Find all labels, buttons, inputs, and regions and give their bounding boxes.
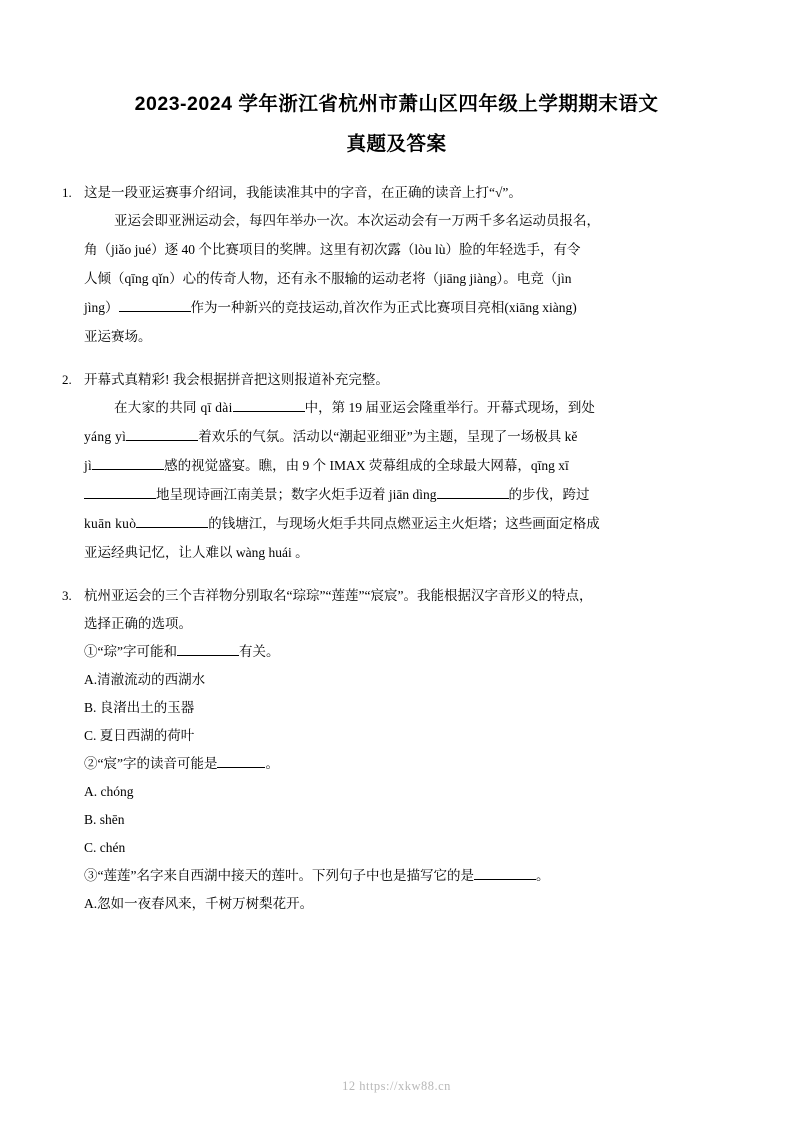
question-1-passage-line-4: [84, 293, 731, 322]
page-title: [62, 84, 731, 164]
question-2-line-4b: 的步伐，跨过: [508, 487, 590, 502]
question-2-line-1: [84, 393, 731, 422]
question-1-passage-line-4a: jìng）: [84, 300, 119, 315]
question-2-stem: 开幕式真精彩! 我会根据拼音把这则报道补充完整。: [84, 372, 389, 387]
question-2-line-3: [84, 451, 731, 480]
answer-blank[interactable]: [126, 440, 198, 441]
question-3-sub-3: [84, 862, 731, 890]
question-2-line-2a: yáng yì: [84, 429, 127, 444]
answer-blank[interactable]: [437, 498, 509, 499]
question-2-line-4a: 地呈现诗画江南美景；数字火炬手迈着 jiān dìng: [156, 487, 437, 502]
question-2-line-5a: kuān kuò: [84, 516, 137, 531]
answer-blank[interactable]: [92, 469, 164, 470]
question-3-sub-2: [84, 750, 731, 778]
question-3-option-1a[interactable]: A.清澈流动的西湖水: [84, 672, 206, 687]
answer-blank[interactable]: [474, 879, 536, 880]
question-2-line-3a: jì: [84, 458, 93, 473]
answer-blank[interactable]: [84, 498, 156, 499]
question-3-sub-1b: 有关。: [238, 644, 280, 659]
question-1-passage-line-5: 亚运赛场。: [84, 329, 152, 344]
question-3-header: [62, 583, 731, 609]
question-3-sub-2b: 。: [265, 756, 279, 771]
question-3-option-1c[interactable]: C. 夏日西湖的荷叶: [84, 728, 195, 743]
question-2-line-6: 亚运经典记忆，让人难以 wàng huái 。: [84, 545, 309, 560]
question-3-sub-1a: ①“琮”字可能和: [84, 644, 177, 659]
question-1-passage-line-4b: 作为一种新兴的竞技运动,首次作为正式比赛项目亮相(xiāng xiàng): [190, 300, 577, 315]
question-1-passage-line-2: 角（jiǎo jué）逐 40 个比赛项目的奖牌。这里有初次露（lòu lù）脸的年轻选手，有令: [84, 242, 581, 257]
answer-blank[interactable]: [119, 311, 191, 312]
answer-blank[interactable]: [136, 527, 208, 528]
question-3-option-2a[interactable]: A. chóng: [84, 784, 134, 799]
answer-blank[interactable]: [233, 411, 305, 412]
question-3-number: 3.: [62, 588, 72, 603]
question-3-sub-3a: ③“莲莲”名字来自西湖中接天的莲叶。下列句子中也是描写它的是: [84, 868, 474, 883]
question-2-line-5: [84, 509, 731, 538]
title-line-1: 2023-2024 学年浙江省杭州市萧山区四年级上学期期末语文: [134, 93, 659, 115]
question-2-line-3b: 感的视觉盛宴。瞧，由 9 个 IMAX 荧幕组成的全球最大网幕，qīng xī: [164, 458, 569, 473]
question-3: [62, 583, 731, 918]
question-1-number: 1.: [62, 185, 72, 200]
question-3-sub-2a: ②“宸”字的读音可能是: [84, 756, 218, 771]
question-1-stem: 这是一段亚运赛事介绍词，我能读准其中的字音，在正确的读音上打“√”。: [84, 185, 522, 200]
question-2-line-2b: 着欢乐的气氛。活动以“潮起亚细亚”为主题，呈现了一场极具 kě: [198, 429, 578, 444]
page-watermark: 12 https://xkw88.cn: [342, 1079, 451, 1093]
question-3-option-3a[interactable]: A.忽如一夜春风来，千树万树梨花开。: [84, 896, 314, 911]
title-line-2: 真题及答案: [346, 133, 447, 155]
question-3-option-2c[interactable]: C. chén: [84, 840, 126, 855]
answer-blank[interactable]: [217, 767, 265, 768]
question-3-stem-line-2: 选择正确的选项。: [84, 616, 192, 631]
question-2: [62, 367, 731, 567]
question-1: [62, 180, 731, 351]
question-2-line-4: [84, 480, 731, 509]
question-3-option-1b[interactable]: B. 良渚出土的玉器: [84, 700, 195, 715]
answer-blank[interactable]: [177, 655, 239, 656]
question-3-sub-1: [84, 638, 731, 666]
question-1-passage-line-1: 亚运会即亚洲运动会，每四年举办一次。本次运动会有一万两千多名运动员报名，: [114, 213, 600, 228]
question-2-line-5b: 的钱塘江，与现场火炬手共同点燃亚运主火炬塔；这些画面定格成: [208, 516, 600, 531]
question-3-sub-3b: 。: [535, 868, 550, 883]
question-1-header: [62, 180, 731, 206]
question-2-number: 2.: [62, 372, 72, 387]
question-2-line-2: [84, 422, 731, 451]
question-2-line-1a: 在大家的共同 qī dài: [114, 400, 233, 415]
question-2-line-1b: 中，第 19 届亚运会隆重举行。开幕式现场，到处: [304, 400, 595, 415]
question-3-stem-line-1: 杭州亚运会的三个吉祥物分别取名“琮琮”“莲莲”“宸宸”。我能根据汉字音形义的特点，: [84, 588, 593, 603]
question-3-option-2b[interactable]: B. shēn: [84, 812, 125, 827]
question-1-passage-line-3: 人倾（qīng qǐn）心的传奇人物，还有永不服输的运动老将（jiāng jiàng）。电竞（jìn: [84, 271, 572, 286]
question-2-header: [62, 367, 731, 393]
